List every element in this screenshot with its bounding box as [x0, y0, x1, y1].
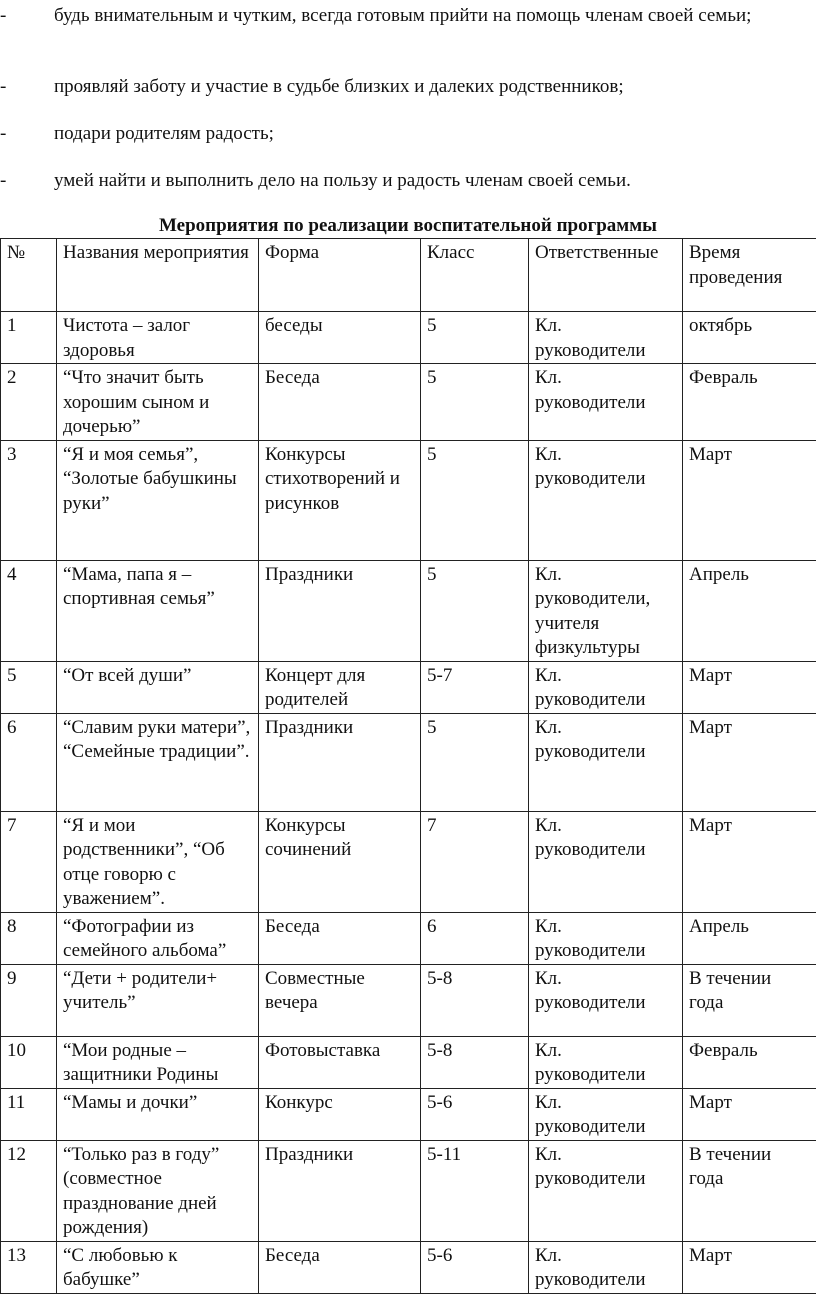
table-row [1, 964, 816, 1036]
cell-responsible: Кл. руководители [529, 312, 683, 364]
table-row [1, 1088, 816, 1140]
table-row [1, 312, 816, 364]
cell-time: Февраль [683, 364, 816, 441]
cell-class: 5 [421, 713, 529, 811]
header-cell-responsible: Ответственные [529, 239, 683, 312]
table-header-row [1, 239, 816, 312]
cell-form: Праздники [259, 713, 421, 811]
header-cell-name: Названия мероприятия [57, 239, 259, 312]
table-title: Мероприятия по реализации воспитательной программы [0, 214, 816, 238]
events-table [0, 238, 816, 1294]
cell-responsible: Кл. руководители [529, 661, 683, 713]
cell-number: 11 [1, 1088, 57, 1140]
intro-item-text: проявляй заботу и участие в судьбе близких и далеких родственников; [0, 75, 800, 99]
table-row [1, 560, 816, 661]
cell-responsible: Кл. руководители [529, 1140, 683, 1241]
cell-time: Март [683, 440, 816, 560]
intro-item-text: подари родителям радость; [0, 122, 800, 146]
table-row [1, 364, 816, 441]
cell-class: 5 [421, 440, 529, 560]
cell-time: В течении года [683, 964, 816, 1036]
header-cell-form: Форма [259, 239, 421, 312]
cell-name: “От всей души” [57, 661, 259, 713]
intro-item-text: будь внимательным и чутким, всегда готовым прийти на помощь членам своей семьи; [0, 4, 800, 28]
cell-name: “Мои родные – защитники Родины [57, 1036, 259, 1088]
intro-item-2 [0, 75, 800, 99]
table-row [1, 811, 816, 912]
cell-form: Конкурсы сочинений [259, 811, 421, 912]
cell-name: “Я и мои родственники”, “Об отце говорю с уважением”. [57, 811, 259, 912]
cell-time: Март [683, 1088, 816, 1140]
cell-time: Апрель [683, 912, 816, 964]
cell-number: 8 [1, 912, 57, 964]
table-row [1, 713, 816, 811]
cell-responsible: Кл. руководители [529, 1241, 683, 1293]
cell-number: 3 [1, 440, 57, 560]
cell-name: “С любовью к бабушке” [57, 1241, 259, 1293]
cell-class: 6 [421, 912, 529, 964]
table-row [1, 440, 816, 560]
intro-item-3 [0, 122, 800, 146]
cell-name: “Я и моя семья”, “Золотые бабушкины руки” [57, 440, 259, 560]
cell-form: Концерт для родителей [259, 661, 421, 713]
cell-number: 1 [1, 312, 57, 364]
cell-responsible: Кл. руководители [529, 912, 683, 964]
cell-name: “Мамы и дочки” [57, 1088, 259, 1140]
cell-number: 13 [1, 1241, 57, 1293]
cell-time: Март [683, 713, 816, 811]
cell-name: “Славим руки матери”, “Семейные традиции”. [57, 713, 259, 811]
cell-time: Март [683, 811, 816, 912]
cell-number: 10 [1, 1036, 57, 1088]
cell-responsible: Кл. руководители [529, 1088, 683, 1140]
cell-number: 6 [1, 713, 57, 811]
cell-class: 7 [421, 811, 529, 912]
cell-responsible: Кл. руководители [529, 364, 683, 441]
cell-name: “Что значит быть хорошим сыном и дочерью” [57, 364, 259, 441]
cell-time: Февраль [683, 1036, 816, 1088]
bullet-dash: - [0, 122, 6, 146]
intro-item-1 [0, 4, 800, 28]
bullet-dash: - [0, 169, 6, 193]
cell-time: Март [683, 1241, 816, 1293]
cell-name: “Дети + родители+ учитель” [57, 964, 259, 1036]
cell-form: Праздники [259, 1140, 421, 1241]
cell-form: Совместные вечера [259, 964, 421, 1036]
header-cell-number: № [1, 239, 57, 312]
cell-form: Беседа [259, 912, 421, 964]
cell-number: 4 [1, 560, 57, 661]
bullet-dash: - [0, 75, 6, 99]
cell-time: В течении года [683, 1140, 816, 1241]
cell-responsible: Кл. руководители [529, 811, 683, 912]
cell-form: Фотовыставка [259, 1036, 421, 1088]
cell-number: 12 [1, 1140, 57, 1241]
table-row [1, 1036, 816, 1088]
cell-class: 5-6 [421, 1241, 529, 1293]
cell-class: 5-11 [421, 1140, 529, 1241]
table-row [1, 1241, 816, 1293]
cell-time: Апрель [683, 560, 816, 661]
cell-class: 5-6 [421, 1088, 529, 1140]
header-cell-class: Класс [421, 239, 529, 312]
cell-form: Конкурсы стихотворений и рисунков [259, 440, 421, 560]
cell-name: “Мама, папа я – спортивная семья” [57, 560, 259, 661]
cell-class: 5 [421, 364, 529, 441]
cell-responsible: Кл. руководители [529, 964, 683, 1036]
cell-form: беседы [259, 312, 421, 364]
cell-number: 2 [1, 364, 57, 441]
cell-class: 5-8 [421, 1036, 529, 1088]
intro-item-4 [0, 169, 800, 193]
cell-class: 5-7 [421, 661, 529, 713]
cell-class: 5 [421, 312, 529, 364]
table-row [1, 1140, 816, 1241]
cell-number: 5 [1, 661, 57, 713]
cell-form: Беседа [259, 1241, 421, 1293]
cell-name: “Фотографии из семейного альбома” [57, 912, 259, 964]
table-row [1, 661, 816, 713]
cell-responsible: Кл. руководители [529, 713, 683, 811]
cell-name: Чистота – залог здоровья [57, 312, 259, 364]
cell-number: 7 [1, 811, 57, 912]
cell-form: Беседа [259, 364, 421, 441]
cell-form: Праздники [259, 560, 421, 661]
cell-number: 9 [1, 964, 57, 1036]
header-cell-time: Время проведения [683, 239, 816, 312]
cell-time: октябрь [683, 312, 816, 364]
cell-class: 5 [421, 560, 529, 661]
cell-class: 5-8 [421, 964, 529, 1036]
table-row [1, 912, 816, 964]
cell-responsible: Кл. руководители [529, 1036, 683, 1088]
cell-form: Конкурс [259, 1088, 421, 1140]
intro-item-text: умей найти и выполнить дело на пользу и радость членам своей семьи. [0, 169, 800, 193]
bullet-dash: - [0, 4, 6, 28]
cell-name: “Только раз в году” (совместное празднование дней рождения) [57, 1140, 259, 1241]
cell-time: Март [683, 661, 816, 713]
cell-responsible: Кл. руководители [529, 440, 683, 560]
cell-responsible: Кл. руководители, учителя физкультуры [529, 560, 683, 661]
